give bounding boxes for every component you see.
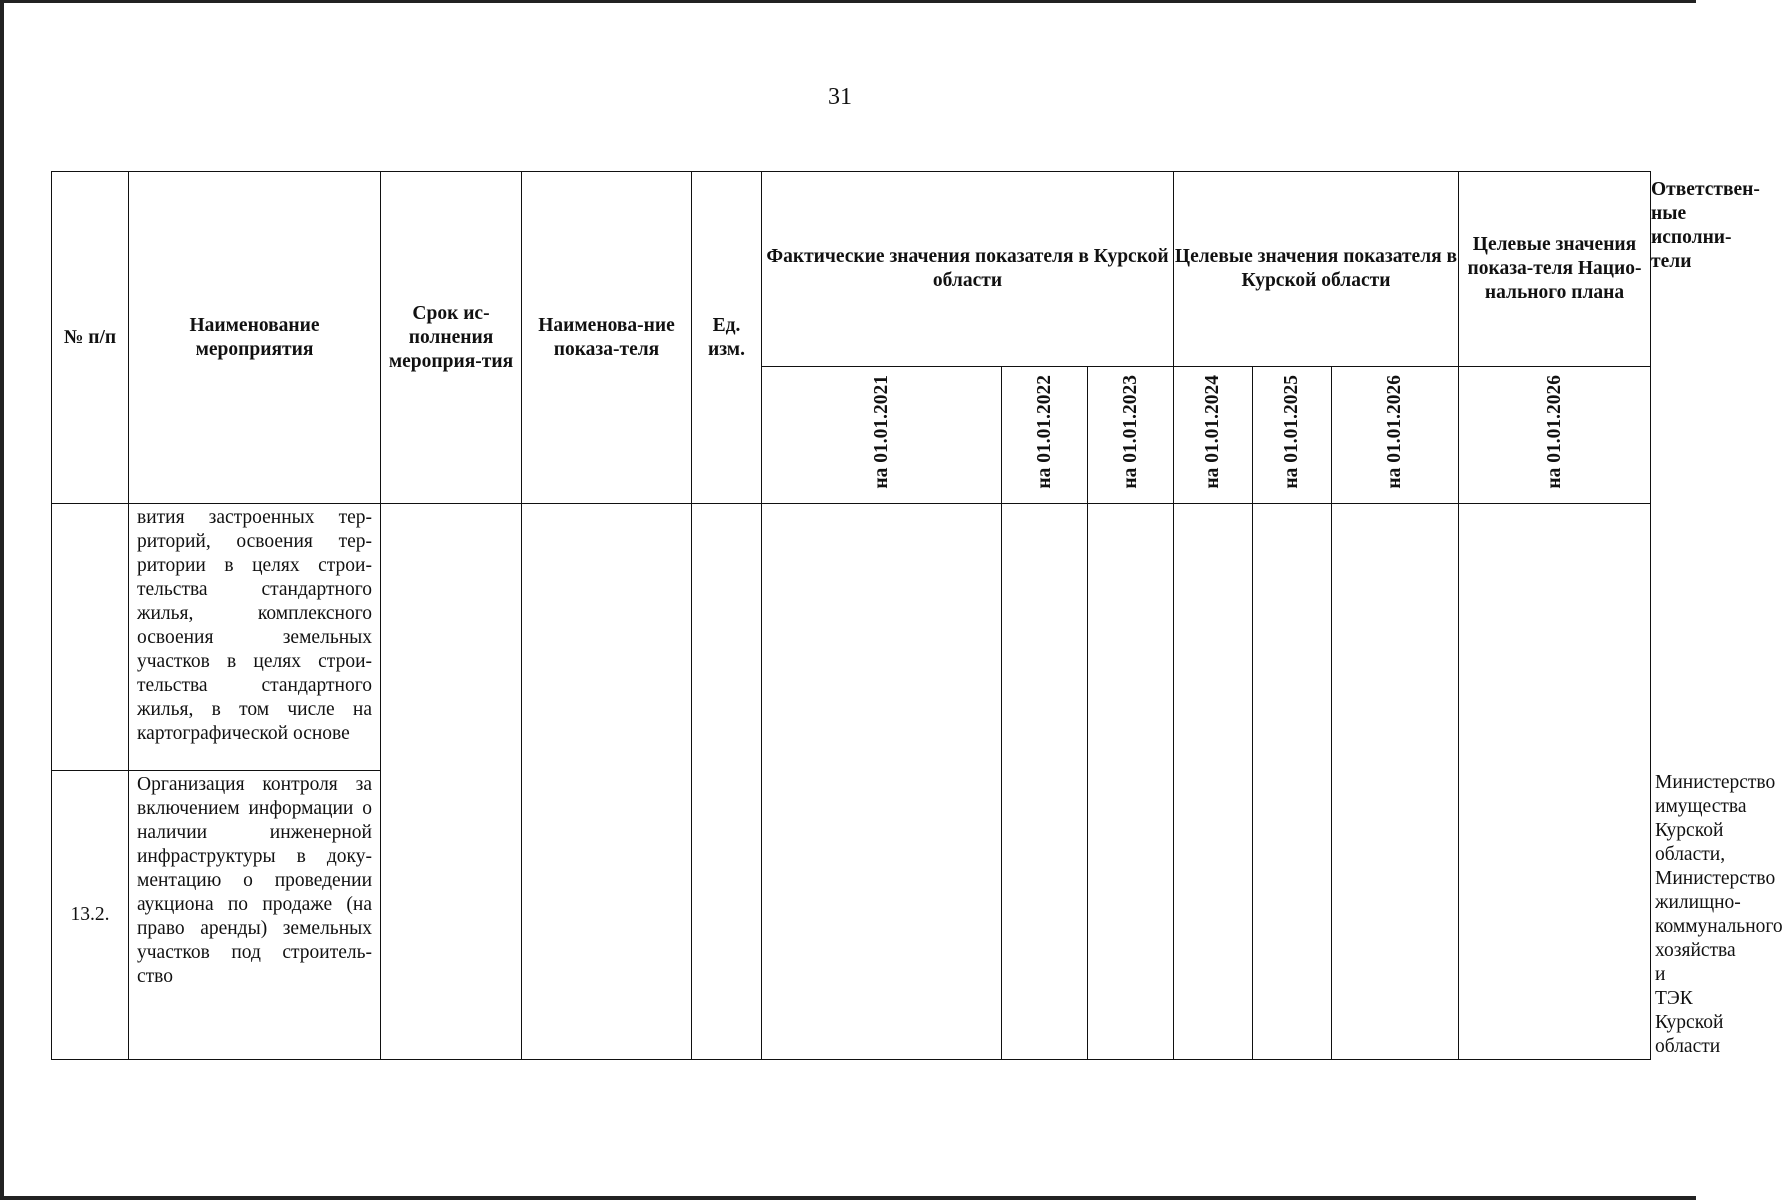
date-national-2026: на 01.01.2026: [1543, 374, 1565, 489]
row-unit: [692, 504, 762, 1060]
date-2023: на 01.01.2023: [1119, 374, 1141, 489]
header-date-cell: [762, 367, 1002, 504]
header-actual-values: Фактические значения показателя в Курской области: [762, 172, 1174, 367]
header-date-cell: [1332, 367, 1459, 504]
header-activity: Наименование мероприятия: [129, 172, 381, 504]
row-num: 13.2.: [52, 771, 129, 1060]
header-date-cell: [1002, 367, 1088, 504]
header-date-cell: [1253, 367, 1332, 504]
row-activity: Организация контроля за включением информации о наличии инженерной инфраструктуры в доку-ментацию о проведении аукциона по продаже (на право аренды) земельных участков под строитель-ство: [137, 774, 372, 987]
header-date-cell: [1174, 367, 1253, 504]
scan-edge-left: [0, 0, 4, 1200]
date-2022: на 01.01.2022: [1033, 374, 1055, 489]
header-num: № п/п: [52, 172, 129, 504]
row-value: [1174, 504, 1253, 1060]
header-target-values: Целевые значения показателя в Курской области: [1174, 172, 1459, 367]
header-deadline: Срок ис-полнения мероприя-тия: [381, 172, 522, 504]
header-date-cell: [1088, 367, 1174, 504]
date-2021: на 01.01.2021: [870, 374, 892, 489]
table-row: [52, 504, 1651, 771]
table-row: 13.2. Организация контроля за включением информации о наличии инженерной инфраструктуры в доку-ментацию о проведении аукциона по продаже (на право аренды) земельных участков под строитель-ство Министерство имущества Курской области, Министерство жилищно-коммунального хозяйства и ТЭК Курской области: [52, 771, 1651, 1060]
row-value: [1088, 504, 1174, 1060]
row-value: [1253, 504, 1332, 1060]
row-value: [762, 504, 1002, 1060]
header-national-values: Целевые значения показа-теля Нацио-нального плана: [1459, 172, 1651, 367]
header-indicator: Наименова-ние показа-теля: [522, 172, 692, 504]
page-number: 31: [828, 84, 852, 110]
header-date-cell: [1459, 367, 1651, 504]
row-activity: вития застроенных тер-риторий, освоения тер-ритории в целях строи-тельства стандартного жилья, комплексного освоения земельных участков в целях строи-тельства стандартного жилья, в том числе на картографической основе: [137, 507, 372, 744]
row-value: [1002, 504, 1088, 1060]
row-indicator: [522, 504, 692, 1060]
header-row: № п/п Наименование мероприятия Срок ис-полнения мероприя-тия Наименова-ние показа-теля Ед. изм. Фактические значения показателя в Курской области Целевые значения показателя в Курской области Целевые значения показа-теля Нацио-нального плана Ответствен-ные исполни-тели: [52, 172, 1651, 367]
indicator-table: [51, 171, 1783, 1060]
date-2024: на 01.01.2024: [1202, 374, 1223, 489]
row-num: [52, 504, 129, 771]
row-value: [1332, 504, 1459, 1060]
scan-edge-top: [0, 0, 1696, 3]
row-value: [1459, 504, 1651, 1060]
header-unit: Ед. изм.: [692, 172, 762, 504]
scan-edge-bottom: [0, 1196, 1696, 1200]
date-2025: на 01.01.2025: [1281, 374, 1302, 489]
row-deadline: [381, 504, 522, 1060]
date-2026: на 01.01.2026: [1384, 374, 1405, 489]
